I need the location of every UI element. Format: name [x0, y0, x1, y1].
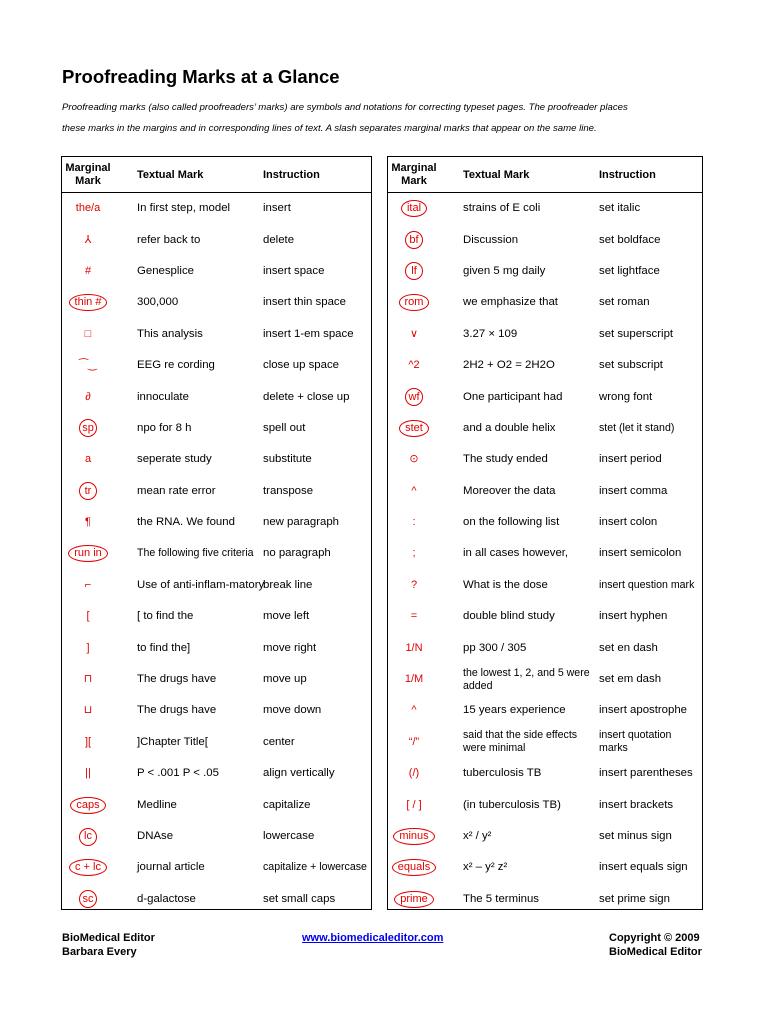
- textual-mark: innoculate: [137, 390, 189, 403]
- instruction: insert period: [599, 453, 662, 466]
- marginal-mark-symbol: (/): [408, 767, 420, 780]
- table-row: [62, 319, 371, 350]
- table-row: [62, 727, 371, 758]
- marginal-mark-symbol: prime: [394, 891, 434, 908]
- marginal-mark-symbol: equals: [392, 859, 436, 876]
- table-row: [62, 507, 371, 538]
- textual-mark: in all cases however,: [463, 547, 569, 560]
- textual-mark: This analysis: [137, 327, 203, 340]
- marginal-mark-symbol: 1/N: [405, 641, 423, 654]
- header-marginal: Marginal Mark: [391, 161, 437, 187]
- instruction: insert semicolon: [599, 547, 682, 560]
- table-row: [62, 570, 371, 601]
- instruction: insert parentheses: [599, 767, 693, 780]
- marginal-mark-symbol: 1/M: [404, 673, 424, 686]
- marginal-mark: [388, 507, 440, 538]
- textual-mark: x² / y²: [463, 830, 492, 842]
- textual-mark: and a double helix: [463, 421, 556, 434]
- page-title: Proofreading Marks at a Glance: [62, 66, 340, 87]
- marginal-mark-symbol: ∂: [85, 390, 91, 403]
- marginal-mark: [388, 476, 440, 507]
- marginal-mark-symbol: ^: [411, 704, 417, 717]
- table-row: [62, 381, 371, 412]
- instruction: move left: [263, 610, 310, 623]
- table-row: [62, 632, 371, 663]
- instruction: stet (let it stand): [599, 421, 675, 434]
- instruction: move up: [263, 673, 307, 686]
- table-row: [388, 570, 702, 601]
- marginal-mark-symbol: =: [410, 610, 418, 623]
- textual-mark: 15 years experience: [463, 704, 566, 717]
- marginal-mark: [62, 821, 114, 852]
- marginal-mark-symbol: ∨: [409, 327, 419, 340]
- marginal-mark-symbol: c + lc: [69, 859, 107, 876]
- marginal-mark: [62, 601, 114, 632]
- textual-mark: on the following list: [463, 516, 560, 529]
- marginal-mark-symbol: “/”: [408, 735, 420, 748]
- instruction: transpose: [263, 484, 314, 497]
- instruction: insert thin space: [263, 296, 346, 309]
- marginal-mark: [62, 381, 114, 412]
- instruction: insert question mark: [599, 578, 695, 591]
- table-row: [62, 821, 371, 852]
- table-row: [388, 852, 702, 883]
- footer-copyright: [609, 931, 702, 959]
- marginal-mark: [62, 632, 114, 663]
- marginal-mark: [388, 538, 440, 569]
- marginal-mark: [388, 444, 440, 475]
- intro-line-2: these marks in the margins and in corresponding lines of text. A slash separates marginal marks that appear on the same line.: [62, 123, 597, 134]
- intro-line-1: Proofreading marks (also called proofreaders’ marks) are symbols and notations for correcting typeset pages. The proofreader places: [62, 102, 628, 113]
- marginal-mark-symbol: #: [84, 264, 92, 277]
- marginal-mark: [62, 789, 114, 820]
- marginal-mark-symbol: bf: [405, 231, 423, 249]
- marginal-mark-symbol: ^2: [408, 359, 420, 372]
- instruction: set boldface: [599, 233, 661, 246]
- footer-link[interactable]: www.biomedicaleditor.com: [302, 932, 444, 944]
- marginal-mark: [388, 727, 440, 758]
- marginal-mark: [62, 350, 114, 381]
- instruction: capitalize + lowercase: [263, 861, 367, 874]
- footer-org: BioMedical Editor: [62, 932, 155, 944]
- marginal-mark-symbol: lf: [405, 262, 423, 280]
- table-row: [62, 256, 371, 287]
- marginal-mark: [62, 727, 114, 758]
- marginal-mark-symbol: ⊙: [409, 453, 419, 466]
- marginal-mark-symbol: ][: [84, 735, 92, 748]
- instruction: spell out: [263, 421, 306, 434]
- table-row: [62, 758, 371, 789]
- marginal-mark: [388, 695, 440, 726]
- table-row: [388, 727, 702, 758]
- table-row: [62, 884, 371, 915]
- marginal-mark-symbol: ⊓: [83, 673, 93, 686]
- marginal-mark: [62, 224, 114, 255]
- instruction: capitalize: [263, 798, 311, 811]
- table-row: [388, 884, 702, 915]
- instruction: insert brackets: [599, 798, 674, 811]
- marginal-mark-symbol: ⁀‿: [79, 359, 97, 372]
- table-header: [388, 157, 702, 193]
- textual-mark: [ to find the: [137, 610, 194, 623]
- marginal-mark-symbol: ||: [85, 767, 91, 780]
- table-row: [388, 444, 702, 475]
- textual-mark: given 5 mg daily: [463, 264, 546, 277]
- footer-copyright-line: Copyright © 2009: [609, 932, 700, 944]
- marginal-mark-symbol: sp: [79, 419, 97, 437]
- marginal-mark: [62, 444, 114, 475]
- header-textual: Textual Mark: [137, 168, 204, 181]
- marginal-mark-symbol: ^: [411, 484, 417, 497]
- marginal-mark: [62, 287, 114, 318]
- instruction: delete + close up: [263, 390, 350, 403]
- instruction: insert colon: [599, 516, 658, 529]
- marginal-mark: [388, 256, 440, 287]
- instruction: align vertically: [263, 767, 335, 780]
- table-row: [62, 476, 371, 507]
- textual-mark: d-galactose: [137, 892, 196, 905]
- instruction: set subscript: [599, 359, 663, 372]
- instruction: set minus sign: [599, 830, 672, 842]
- table-row: [388, 664, 702, 695]
- marginal-mark-symbol: wf: [405, 388, 423, 406]
- instruction: insert quotation marks: [599, 729, 672, 755]
- instruction: insert: [263, 202, 291, 215]
- table-row: [388, 695, 702, 726]
- marginal-mark: [62, 664, 114, 695]
- footer-copyright-org: BioMedical Editor: [609, 946, 702, 958]
- instruction: set small caps: [263, 892, 336, 905]
- table-row: [62, 287, 371, 318]
- marginal-mark: [388, 789, 440, 820]
- textual-mark: The 5 terminus: [463, 892, 539, 905]
- marginal-mark: [388, 821, 440, 852]
- instruction: insert comma: [599, 484, 668, 497]
- marginal-mark-symbol: minus: [393, 828, 434, 845]
- textual-mark: Use of anti-inflam-matory: [137, 578, 265, 591]
- textual-mark: npo for 8 h: [137, 421, 192, 434]
- textual-mark: pp 300 / 305: [463, 641, 527, 654]
- textual-mark: (in tuberculosis TB): [463, 798, 561, 811]
- textual-mark: we emphasize that: [463, 296, 558, 309]
- table-row: [62, 664, 371, 695]
- marginal-mark: [388, 664, 440, 695]
- marginal-mark-symbol: ;: [412, 547, 416, 560]
- marginal-mark: [62, 413, 114, 444]
- textual-mark: What is the dose: [463, 578, 548, 591]
- marginal-mark: [388, 224, 440, 255]
- textual-mark: Discussion: [463, 233, 519, 246]
- marginal-mark-symbol: ]: [86, 641, 90, 654]
- table-row: [388, 789, 702, 820]
- marginal-mark: [62, 507, 114, 538]
- textual-mark: EEG re cording: [137, 359, 215, 372]
- marginal-mark: [62, 538, 114, 569]
- textual-mark: 300,000: [137, 296, 179, 309]
- marginal-mark: [388, 570, 440, 601]
- table-row: [388, 193, 702, 224]
- table-row: [388, 319, 702, 350]
- instruction: insert space: [263, 264, 325, 277]
- table-row: [62, 695, 371, 726]
- marginal-mark-symbol: :: [412, 516, 416, 529]
- marginal-mark: [388, 287, 440, 318]
- marginal-mark-symbol: ⅄: [84, 233, 92, 246]
- header-instruction: Instruction: [599, 168, 656, 181]
- instruction: set lightface: [599, 264, 660, 277]
- marginal-mark: [388, 413, 440, 444]
- textual-mark: refer back to: [137, 233, 201, 246]
- textual-mark: Genesplice: [137, 264, 194, 277]
- table-row: [388, 413, 702, 444]
- instruction: move right: [263, 641, 317, 654]
- marginal-mark-symbol: lc: [79, 828, 97, 846]
- table-row: [62, 350, 371, 381]
- marginal-mark: [62, 193, 114, 224]
- table-row: [62, 444, 371, 475]
- marginal-mark: [62, 256, 114, 287]
- textual-mark: mean rate error: [137, 484, 216, 497]
- marginal-mark: [388, 632, 440, 663]
- instruction: break line: [263, 578, 313, 591]
- table-header: [62, 157, 371, 193]
- textual-mark: One participant had: [463, 390, 563, 403]
- instruction: set italic: [599, 202, 641, 215]
- marginal-mark-symbol: □: [84, 327, 92, 340]
- footer-author: [62, 931, 155, 959]
- marginal-mark-symbol: caps: [70, 797, 105, 814]
- textual-mark: The drugs have: [137, 704, 217, 717]
- textual-mark: double blind study: [463, 610, 555, 623]
- instruction: move down: [263, 704, 322, 717]
- textual-mark: In first step, model: [137, 202, 231, 215]
- textual-mark: the lowest 1, 2, and 5 were added: [463, 666, 590, 692]
- table-row: [62, 224, 371, 255]
- instruction: set em dash: [599, 673, 662, 686]
- instruction: set superscript: [599, 327, 674, 340]
- marginal-mark-symbol: ¶: [85, 516, 91, 529]
- table-row: [388, 256, 702, 287]
- left-marks-table: [61, 156, 372, 910]
- table-row: [388, 224, 702, 255]
- marginal-mark: [388, 852, 440, 883]
- footer-name: Barbara Every: [62, 946, 137, 958]
- textual-mark: said that the side effects were minimal: [463, 729, 578, 755]
- marginal-mark: [62, 695, 114, 726]
- textual-mark: seperate study: [137, 453, 212, 466]
- table-row: [388, 350, 702, 381]
- textual-mark: the RNA. We found: [137, 516, 235, 529]
- instruction: lowercase: [263, 830, 315, 842]
- instruction: close up space: [263, 359, 339, 372]
- instruction: delete: [263, 233, 295, 246]
- table-row: [388, 287, 702, 318]
- instruction: insert 1-em space: [263, 327, 354, 340]
- table-row: [388, 758, 702, 789]
- marginal-mark-symbol: the/a: [75, 202, 101, 215]
- right-marks-table: [387, 156, 703, 910]
- marginal-mark: [62, 570, 114, 601]
- table-row: [62, 413, 371, 444]
- instruction: center: [263, 735, 295, 748]
- marginal-mark-symbol: sc: [79, 890, 97, 908]
- marginal-mark-symbol: ⊔: [83, 704, 93, 717]
- table-row: [388, 507, 702, 538]
- intro-paragraph: [62, 97, 712, 139]
- table-row: [388, 821, 702, 852]
- table-row: [62, 538, 371, 569]
- marginal-mark-symbol: tr: [79, 482, 97, 500]
- marginal-mark: [62, 319, 114, 350]
- table-row: [62, 193, 371, 224]
- marginal-mark: [62, 852, 114, 883]
- instruction: new paragraph: [263, 516, 339, 529]
- table-row: [62, 601, 371, 632]
- marginal-mark: [388, 350, 440, 381]
- header-textual: Textual Mark: [463, 168, 530, 181]
- marginal-mark: [62, 476, 114, 507]
- marginal-mark-symbol: run in: [68, 545, 108, 562]
- header-instruction: Instruction: [263, 168, 320, 181]
- instruction: set prime sign: [599, 892, 670, 905]
- textual-mark: ]Chapter Title[: [137, 735, 208, 748]
- textual-mark: 3.27 × 109: [463, 327, 518, 340]
- marginal-mark-symbol: ⌐: [84, 578, 92, 591]
- table-row: [388, 601, 702, 632]
- marginal-mark: [62, 884, 114, 915]
- marginal-mark-symbol: rom: [399, 294, 430, 311]
- instruction: insert apostrophe: [599, 704, 688, 717]
- marginal-mark: [62, 758, 114, 789]
- instruction: insert hyphen: [599, 610, 668, 623]
- marginal-mark: [388, 381, 440, 412]
- instruction: wrong font: [599, 390, 653, 403]
- marginal-mark: [388, 884, 440, 915]
- marginal-mark-symbol: stet: [399, 420, 429, 437]
- textual-mark: The following five criteria: [137, 547, 254, 560]
- marginal-mark-symbol: thin #: [69, 294, 108, 311]
- table-row: [388, 476, 702, 507]
- textual-mark: The study ended: [463, 453, 548, 466]
- marginal-mark: [388, 193, 440, 224]
- textual-mark: Medline: [137, 798, 177, 811]
- textual-mark: P < .001 P < .05: [137, 767, 219, 780]
- instruction: no paragraph: [263, 547, 331, 560]
- textual-mark: journal article: [137, 861, 205, 874]
- header-marginal: Marginal Mark: [65, 161, 111, 187]
- textual-mark: to find the]: [137, 641, 191, 654]
- marginal-mark: [388, 319, 440, 350]
- textual-mark: x² – y² z²: [463, 861, 508, 874]
- textual-mark: strains of E coli: [463, 202, 541, 215]
- table-row: [388, 632, 702, 663]
- instruction: substitute: [263, 453, 312, 466]
- marginal-mark-symbol: [ / ]: [406, 798, 422, 811]
- textual-mark: tuberculosis TB: [463, 767, 542, 780]
- instruction: set en dash: [599, 641, 658, 654]
- marginal-mark: [388, 601, 440, 632]
- marginal-mark-symbol: ital: [401, 200, 427, 217]
- instruction: insert equals sign: [599, 861, 688, 874]
- table-row: [388, 381, 702, 412]
- textual-mark: 2H2 + O2 = 2H2O: [463, 359, 555, 372]
- table-row: [62, 789, 371, 820]
- marginal-mark-symbol: ?: [410, 578, 418, 591]
- textual-mark: DNAse: [137, 830, 174, 842]
- textual-mark: Moreover the data: [463, 484, 556, 497]
- table-row: [62, 852, 371, 883]
- marginal-mark: [388, 758, 440, 789]
- textual-mark: The drugs have: [137, 673, 217, 686]
- marginal-mark-symbol: [: [86, 610, 90, 623]
- instruction: set roman: [599, 296, 650, 309]
- table-row: [388, 538, 702, 569]
- marginal-mark-symbol: a: [84, 453, 92, 466]
